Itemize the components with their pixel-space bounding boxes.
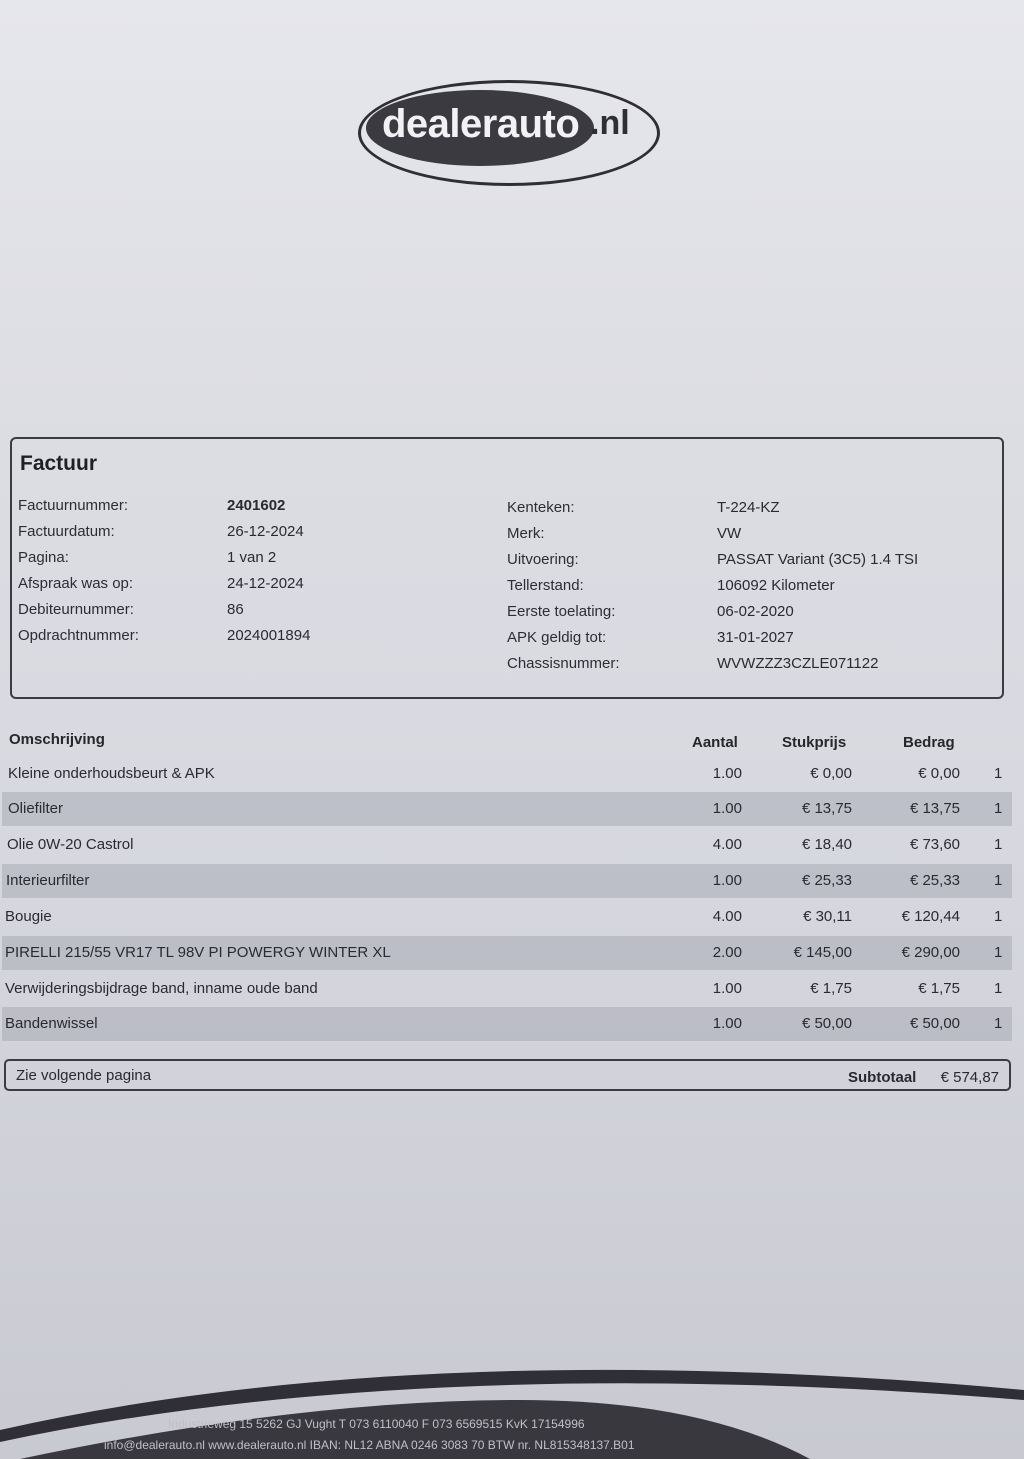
debtor-number-value: 86 (227, 601, 244, 618)
item-amount: € 120,44 (901, 908, 960, 925)
subtotal-value: € 574,87 (940, 1069, 999, 1086)
license-plate-value: T-224-KZ (717, 499, 780, 516)
table-row (2, 757, 1012, 791)
item-description: Oliefilter (8, 800, 64, 817)
model-label: Uitvoering: (507, 551, 579, 568)
model-value: PASSAT Variant (3C5) 1.4 TSI (717, 551, 919, 568)
header-amount: Bedrag (903, 734, 955, 751)
dealerauto-logo (358, 80, 658, 184)
invoice-date-value: 26-12-2024 (227, 523, 304, 540)
item-description: Kleine onderhoudsbeurt & APK (8, 765, 215, 782)
logo-wordmark: dealerauto (382, 102, 580, 146)
item-amount: € 73,60 (909, 836, 960, 853)
item-unit-price: € 50,00 (801, 1015, 852, 1032)
invoice-number-label: Factuurnummer: (18, 497, 129, 514)
item-description: PIRELLI 215/55 VR17 TL 98V PI POWERGY WINTER XL (5, 944, 391, 961)
invoice-date-label: Factuurdatum: (18, 523, 115, 540)
item-amount: € 25,33 (909, 872, 960, 889)
footer-contact-line: info@dealerauto.nl www.dealerauto.nl IBAN: NL12 ABNA 0246 3083 70 BTW nr. NL815348137.B01 (104, 1438, 635, 1452)
header-description: Omschrijving (9, 731, 105, 748)
item-amount: € 0,00 (918, 765, 960, 782)
item-amount: € 290,00 (901, 944, 960, 961)
item-code: 1 (994, 765, 1003, 782)
item-unit-price: € 13,75 (801, 800, 852, 817)
table-row (2, 828, 1012, 862)
invoice-info-box (10, 437, 1004, 699)
item-code: 1 (994, 872, 1003, 889)
license-plate-label: Kenteken: (507, 499, 575, 516)
table-row (2, 936, 1012, 970)
item-description: Verwijderingsbijdrage band, inname oude band (5, 980, 318, 997)
subtotal-box (4, 1059, 1011, 1091)
appointment-value: 24-12-2024 (227, 575, 304, 592)
item-unit-price: € 18,40 (801, 836, 852, 853)
item-description: Bandenwissel (5, 1015, 98, 1032)
apk-valid-label: APK geldig tot: (507, 629, 607, 646)
item-quantity: 1.00 (712, 872, 742, 889)
debtor-number-label: Debiteurnummer: (18, 601, 134, 618)
item-quantity: 1.00 (712, 980, 742, 997)
header-quantity: Aantal (692, 734, 738, 751)
brand-value: VW (717, 525, 742, 542)
item-unit-price: € 25,33 (801, 872, 852, 889)
item-description: Interieurfilter (6, 872, 90, 889)
invoice-number-value: 2401602 (227, 497, 286, 514)
order-number-label: Opdrachtnummer: (18, 627, 139, 644)
item-quantity: 1.00 (712, 800, 742, 817)
chassis-number-label: Chassisnummer: (507, 655, 620, 672)
page-value: 1 van 2 (227, 549, 277, 566)
table-row (2, 972, 1012, 1006)
table-row (2, 900, 1012, 934)
apk-valid-value: 31-01-2027 (717, 629, 794, 646)
item-amount: € 13,75 (909, 800, 960, 817)
item-quantity: 2.00 (712, 944, 742, 961)
brand-label: Merk: (507, 525, 545, 542)
item-code: 1 (994, 800, 1003, 817)
chassis-number-value: WVWZZZ3CZLE071122 (717, 655, 879, 672)
subtotal-label: Subtotaal (848, 1069, 917, 1086)
item-quantity: 4.00 (712, 908, 742, 925)
item-unit-price: € 30,11 (803, 908, 852, 925)
footer (0, 1360, 1024, 1459)
item-quantity: 1.00 (712, 1015, 742, 1032)
order-number-value: 2024001894 (227, 627, 311, 644)
table-row (2, 1007, 1012, 1041)
item-description: Bougie (5, 908, 52, 925)
first-registration-label: Eerste toelating: (507, 603, 616, 620)
item-amount: € 50,00 (909, 1015, 960, 1032)
item-code: 1 (994, 1015, 1003, 1032)
item-unit-price: € 145,00 (793, 944, 852, 961)
item-unit-price: € 1,75 (810, 980, 852, 997)
item-quantity: 1.00 (712, 765, 742, 782)
item-code: 1 (994, 836, 1003, 853)
item-amount: € 1,75 (918, 980, 960, 997)
item-code: 1 (994, 980, 1003, 997)
item-code: 1 (994, 908, 1003, 925)
first-registration-value: 06-02-2020 (717, 603, 794, 620)
next-page-note: Zie volgende pagina (16, 1067, 152, 1084)
table-row (2, 792, 1012, 826)
odometer-label: Tellerstand: (507, 577, 584, 594)
header-unit-price: Stukprijs (782, 734, 847, 751)
item-description: Olie 0W-20 Castrol (7, 836, 134, 853)
item-code: 1 (994, 944, 1003, 961)
table-row (2, 864, 1012, 898)
item-quantity: 4.00 (712, 836, 742, 853)
item-unit-price: € 0,00 (810, 765, 852, 782)
appointment-label: Afspraak was op: (18, 575, 134, 592)
logo-domain-suffix: .nl (590, 104, 630, 142)
invoice-title: Factuur (20, 452, 98, 475)
odometer-value: 106092 Kilometer (717, 577, 835, 594)
footer-address-line: Industrieweg 15 5262 GJ Vught T 073 6110040 F 073 6569515 KvK 17154996 (168, 1417, 585, 1431)
page-label: Pagina: (18, 549, 69, 566)
